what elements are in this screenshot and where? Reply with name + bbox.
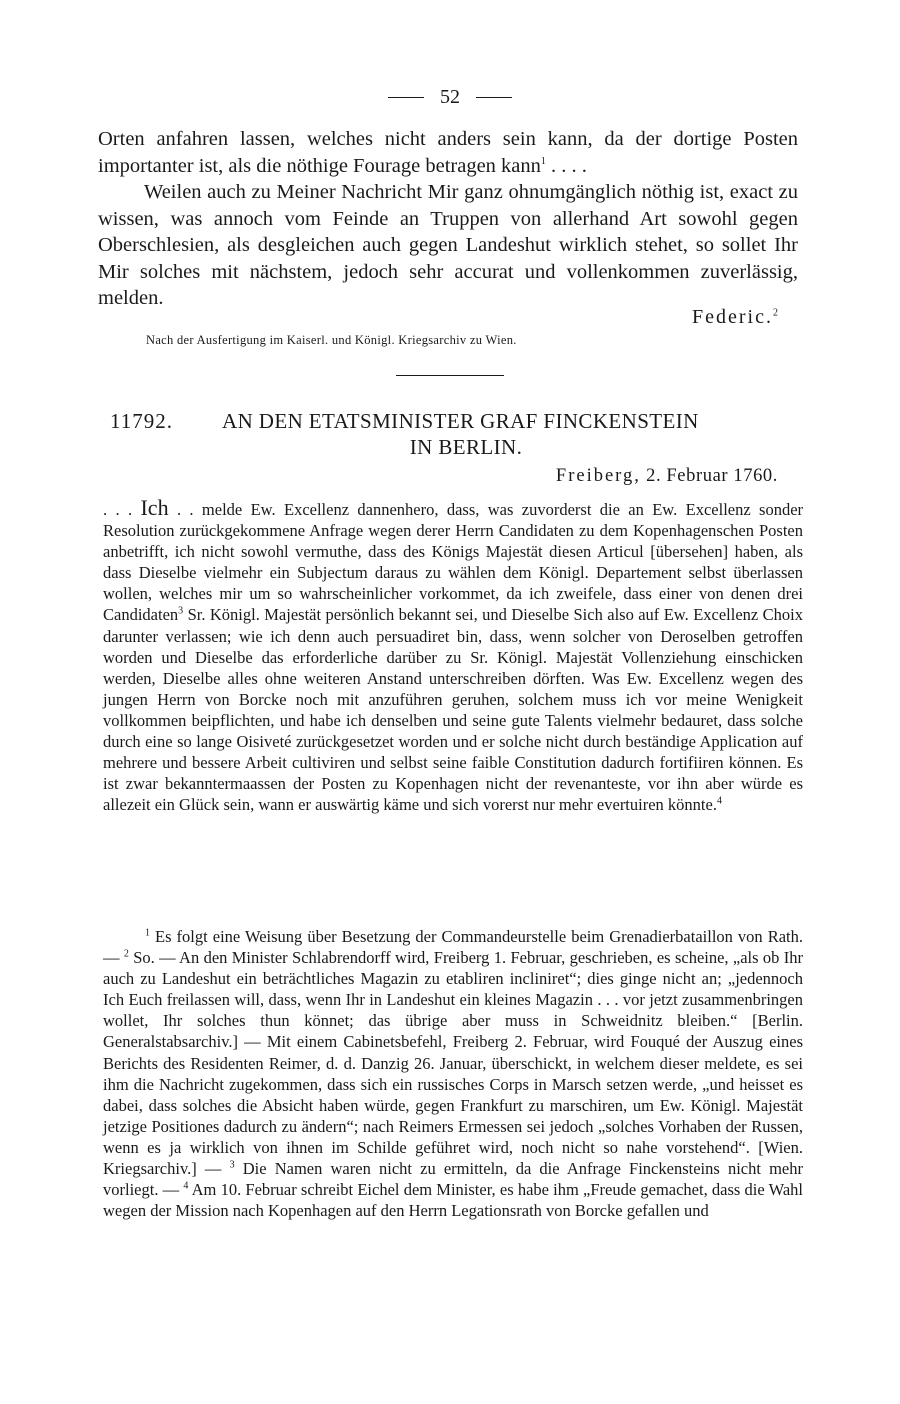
letter-text-part-1: . . melde Ew. Excellenz dannenhero, dass, was zuvorderst die an Ew. Excellenz sonder Resolution zurückgekommene Anfrage wegen derer Herrn Candidaten zu dem Kopenhagenschen Posten anbetrifft, ich nicht sowohl vermuthe, dass des Königs Majestät diesen Articul [übersehen] haben, als dass Dieselbe vielmehr ein Subjectum daraus zu wählen dem Königl. Departement selbst überlassen wollen, welches mir um so wahrscheinlicher vorkommet, da ich zweifele, dass einer von denen drei Candidaten — [103, 500, 804, 625]
footnote-mark-4: 4 — [716, 795, 722, 807]
page-header — [0, 86, 900, 109]
letter-heading — [110, 408, 800, 460]
continuation-paragraph-2: Weilen auch zu Meiner Nachricht Mir ganz ohnumgänglich nöthig ist, exact zu wissen, was annoch vom Feinde an Truppen von allerhand Art sowohl gegen Oberschlesien, als desgleichen auch gegen Landeshut wirklich stehet, so sollet Ihr Mir solches mit nächstem, jedoch sehr accurat und vollenkommen zuverlässig, melden. — [98, 181, 798, 309]
footnote-1-text: Es folgt eine Weisung über Besetzung der Commandeurstelle beim Grenadierbataillon von Rath. — — [103, 927, 803, 968]
footnote-3-text: Die Namen waren nicht zu ermitteln, da die Anfrage Finckensteins nicht mehr vorliegt. — — [103, 1159, 803, 1200]
letter-body — [103, 497, 803, 815]
footnote-1-mark: 1 — [145, 927, 150, 939]
header-rule-left — [388, 97, 424, 98]
footnote-paragraph — [103, 926, 803, 1221]
signature-name: Federic. — [692, 306, 773, 328]
letter-address-line-1: AN DEN ETATSMINISTER GRAF FINCKENSTEIN — [222, 409, 699, 433]
previous-letter-continuation — [98, 126, 798, 312]
letter-opening-word: Ich — [140, 495, 169, 520]
source-note: Nach der Ausfertigung im Kaiserl. und Königl. Kriegsarchiv zu Wien. — [146, 333, 517, 347]
footnotes — [103, 926, 803, 1221]
letter-date: 2. Februar 1760. — [646, 466, 778, 486]
signature — [692, 306, 780, 329]
footnote-2-text: So. — An den Minister Schlabrendorff wird, Freiberg 1. Februar, geschrieben, es scheine, „als ob Ihr auch zu Landeshut ein beträchtliches Magazin zu etabliren incliniret“; dies ginge nicht an; „jedennoch Ich Euch freilassen will, dass, wenn Ihr in Landeshut ein kleines Magazin . . . vor jetzt zusammenbringen wollet, Ihr solches thun könnet; das übrige aber muss in Schweidnitz bleiben.“ [Berlin. Generalstabsarchiv.] — Mit einem Cabinetsbefehl, Freiberg 2. Februar, wird Fouqué der Auszug eines Berichts des Residenten Reimer, d. d. Danzig 26. Januar, überschickt, in welchem dieser meldete, es sei ihm die Nachricht zugekommen, dass sich ein russisches Corps in Marsch setzen werde, „und heisset es dabei, dass solches die Absicht haben würde, gegen Frankfurt zu marschiren, um Ew. Königl. Majestät jetzige Positiones dadurch zu ändern“; nach Reimers Ermessen sei jedoch „solches Vorhaben der Russen, wenn es ja wirklich von ihnen im Schilde geführet wird, noch nicht so nahe vorstehend“. [Wien. Kriegsarchiv.] — — [103, 948, 804, 1179]
page-number: 52 — [440, 86, 460, 108]
footnote-4-mark: 4 — [183, 1180, 189, 1192]
footnote-3-mark: 3 — [229, 1159, 235, 1171]
letter-number: 11792. — [110, 409, 173, 433]
footnote-4-text: Am 10. Februar schreibt Eichel dem Minister, es habe ihm „Freude gemachet, dass die Wahl wegen der Mission nach Kopenhagen auf den Herrn Legationsrath von Borcke gefallen und — [103, 1180, 803, 1221]
letter-address-line-2: IN BERLIN. — [409, 435, 523, 459]
letter-text-part-2: Sr. Königl. Majestät persönlich bekannt sei, und Dieselbe Sich also auf Ew. Excellenz Choix darunter verlassen; wie ich denn auch persuadiret bin, dass, wenn solcher von Deroselben getroffen worden und Dieselbe das erforderliche darüber zu Sr. Königl. Majestät Vollenziehung einschicken werden, Dieselbe alles ohne weiteren Anstand unterschreiben dörften. Was Ew. Excellenz wegen des jungen Herrn von Borcke noch mit anzuführen geruhen, solchem muss ich vor meine Wenigkeit vollkommen beipflichten, und habe ich denselben und seine gute Talents vielmehr bedauret, dass solche durch eine so lange Oisiveté zurückgesetzet worden und er solche nicht durch beständige Application auf mehrere und bessere Arbeit cultiviren und selbst seine faible Constitution dadurch fortifiiren können. Es ist zwar bekanntermaassen der Posten zu Kopenhagen nicht der revenanteste, vor ihn aber würde es allezeit ein Glück sein, wann er auswärtig käme und sich vorerst nur mehr evertuiren könnte. — [103, 605, 803, 815]
letter-opening-dots: . . . — [103, 500, 133, 519]
continuation-text-1: Orten anfahren lassen, welches nicht anders sein kann, da der dortige Posten importanter ist, als die nöthige Fourage betragen kann — [98, 128, 798, 177]
header-rule-right — [476, 97, 512, 98]
footnote-mark-3: 3 — [178, 605, 184, 617]
letter-heading-line-1 — [110, 408, 800, 434]
section-divider — [396, 375, 504, 376]
footnote-2-mark: 2 — [123, 948, 129, 960]
letter-place: Freiberg, — [555, 466, 641, 486]
place-date — [556, 466, 778, 487]
continuation-paragraph-1 — [98, 126, 798, 179]
continuation-ellipsis: . . . . — [545, 154, 587, 177]
footnote-mark-2: 2 — [773, 307, 780, 319]
footnote-mark-1: 1 — [540, 155, 546, 167]
